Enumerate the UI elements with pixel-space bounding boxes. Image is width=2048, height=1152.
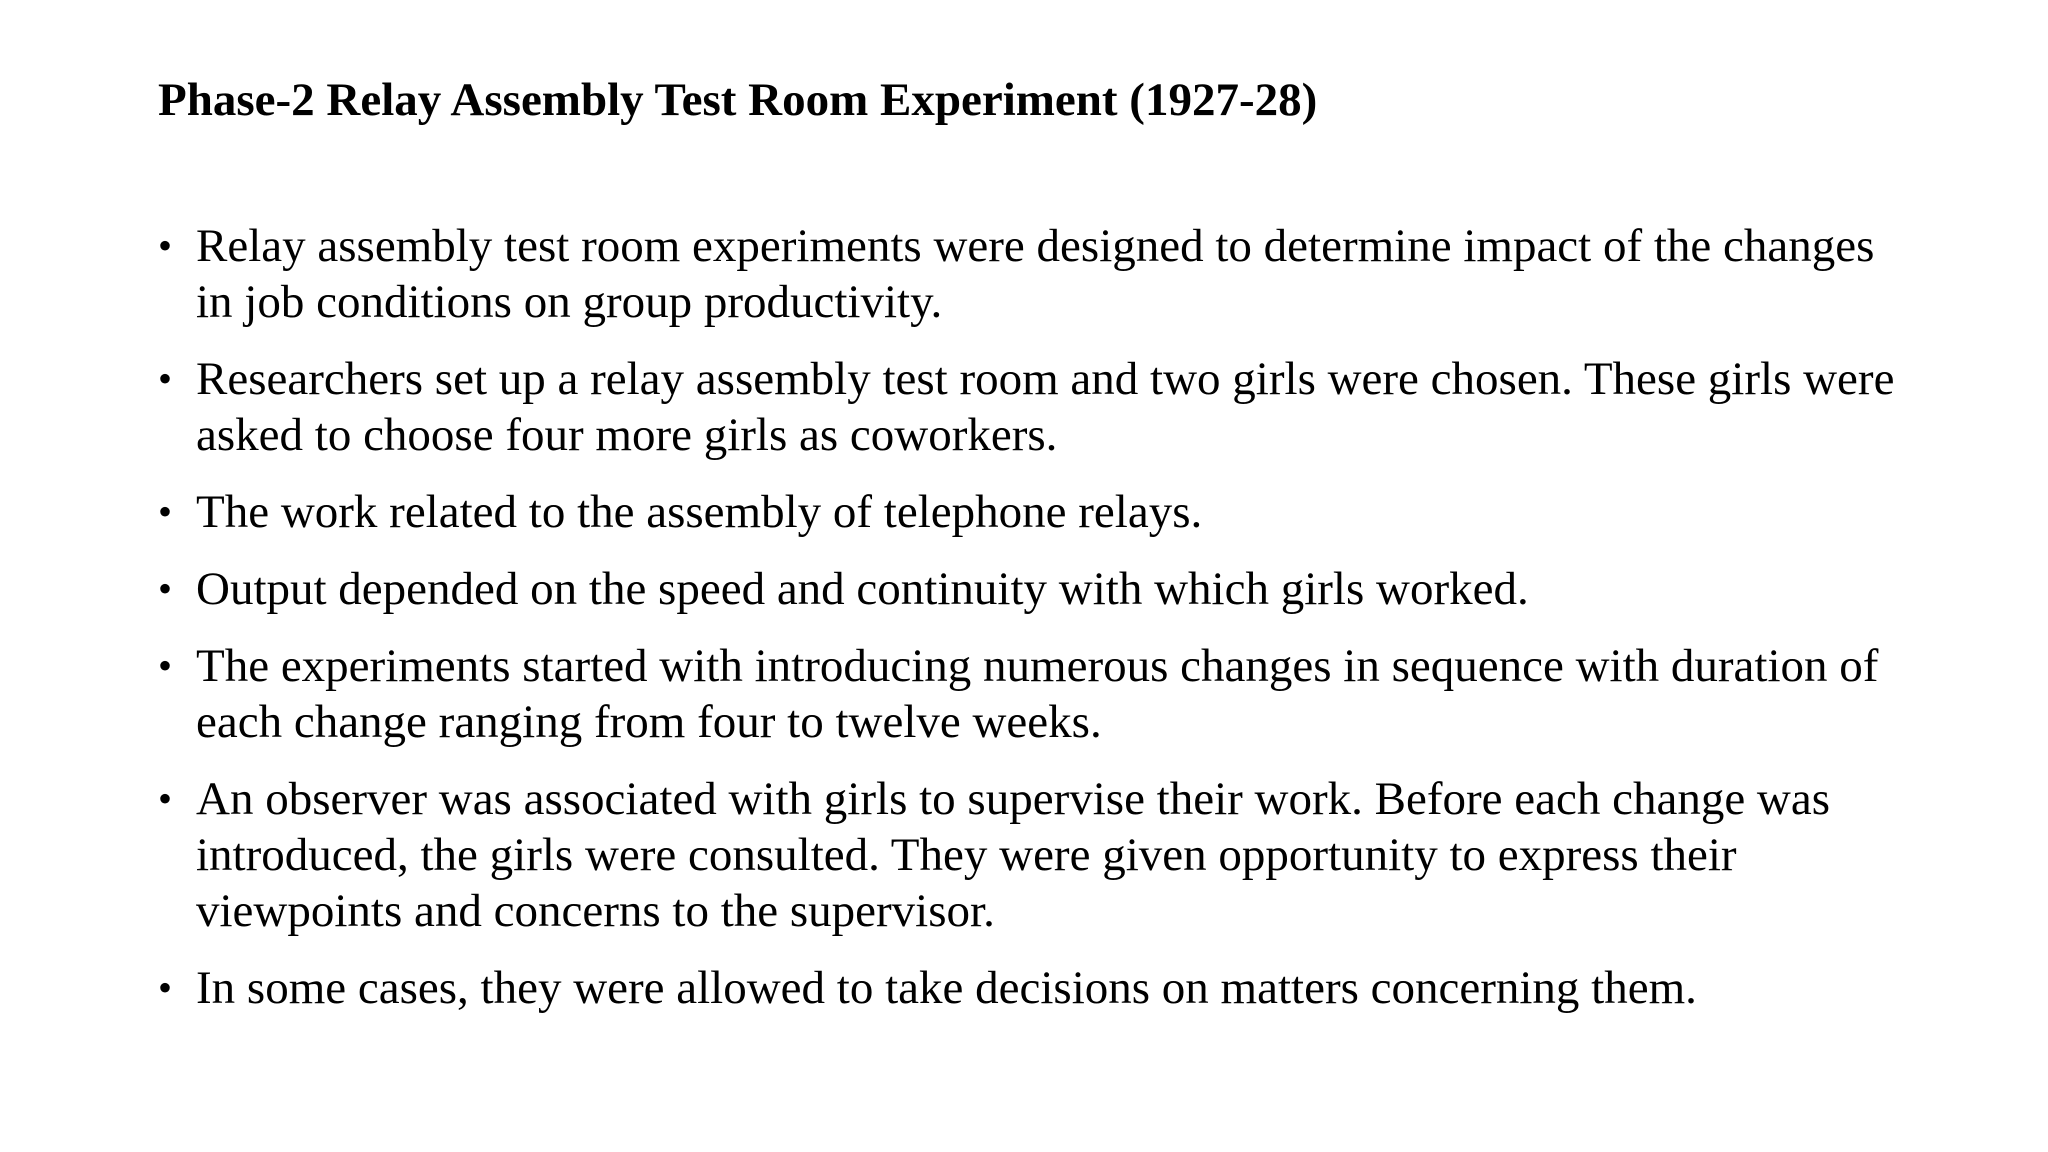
bullet-text: Researchers set up a relay assembly test room and two girls were chosen. These girls were asked to choose four more girls as coworkers.	[196, 353, 1895, 461]
bullet-item	[158, 484, 1918, 540]
bullet-text: In some cases, they were allowed to take decisions on matters concerning them.	[196, 962, 1697, 1014]
bullet-icon: •	[158, 965, 173, 1010]
bullet-icon: •	[158, 566, 173, 611]
bullet-icon: •	[158, 356, 173, 401]
bullet-list	[158, 218, 1918, 1037]
bullet-item	[158, 351, 1918, 463]
bullet-icon: •	[158, 223, 173, 268]
bullet-text: The work related to the assembly of telephone relays.	[196, 486, 1203, 538]
bullet-item	[158, 771, 1918, 939]
bullet-icon: •	[158, 776, 173, 821]
bullet-text: Output depended on the speed and continuity with which girls worked.	[196, 563, 1529, 615]
bullet-icon: •	[158, 489, 173, 534]
bullet-item	[158, 638, 1918, 750]
bullet-text: Relay assembly test room experiments were designed to determine impact of the changes in job conditions on group productivity.	[196, 220, 1875, 328]
bullet-icon: •	[158, 643, 173, 688]
bullet-item	[158, 960, 1918, 1016]
slide-title: Phase-2 Relay Assembly Test Room Experiment (1927-28)	[158, 74, 1318, 126]
bullet-text: An observer was associated with girls to supervise their work. Before each change was introduced, the girls were consulted. They were given opportunity to express their viewpoints and concerns to the supervisor.	[196, 773, 1831, 937]
bullet-item	[158, 218, 1918, 330]
bullet-item	[158, 561, 1918, 617]
bullet-text: The experiments started with introducing numerous changes in sequence with duration of each change ranging from four to twelve weeks.	[196, 640, 1879, 748]
